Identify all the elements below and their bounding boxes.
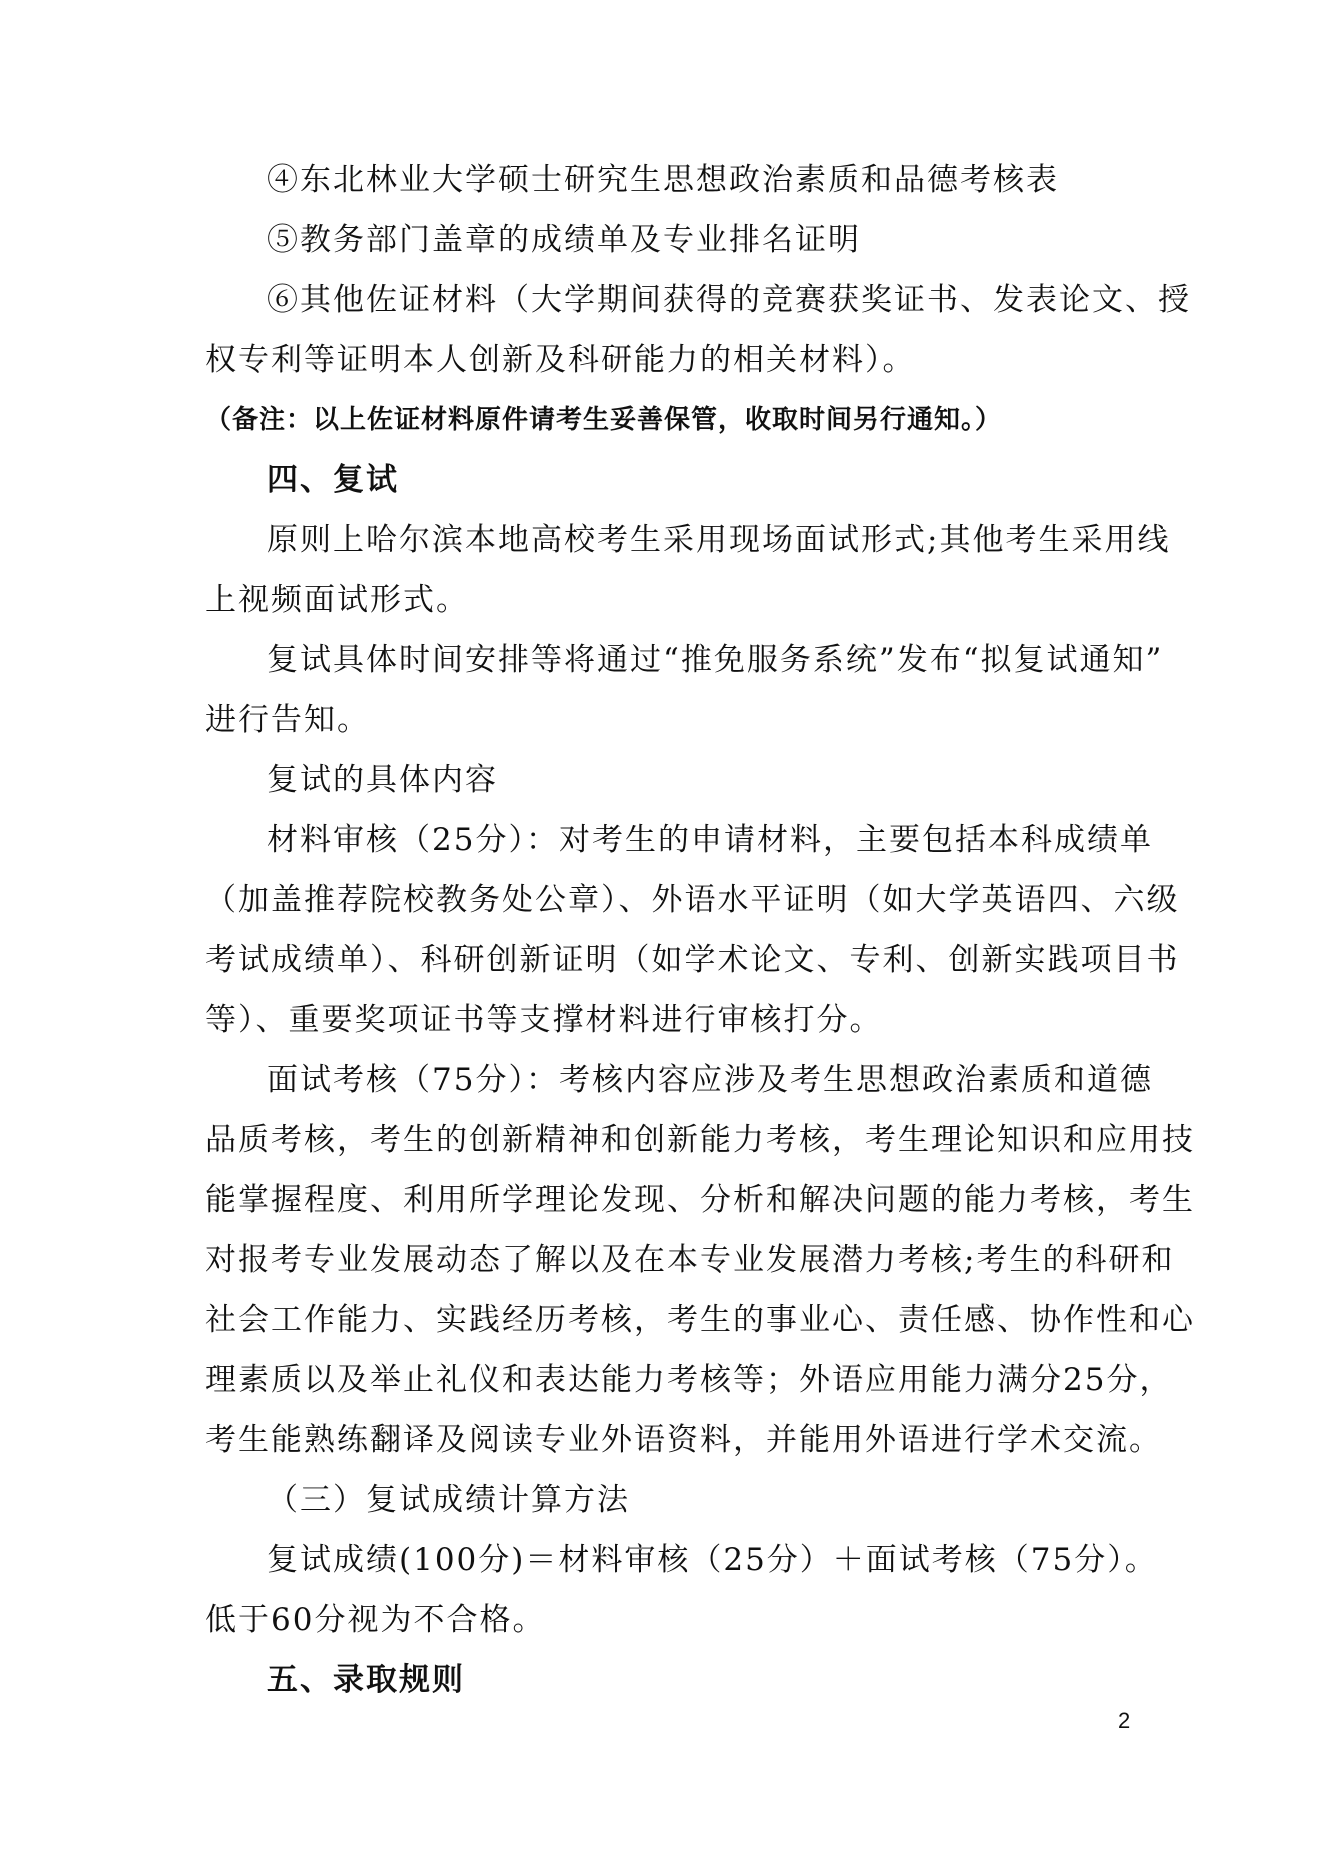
- list-item-6: ⑥其他佐证材料（大学期间获得的竞赛获奖证书、发表论文、授: [267, 282, 1191, 318]
- paragraph-line: 复试成绩(100分)＝材料审核（25分）＋面试考核（75分）。: [267, 1542, 1158, 1578]
- paragraph-line: 面试考核（75分）：考核内容应涉及考生思想政治素质和道德: [267, 1062, 1153, 1098]
- page-number: 2: [1118, 1708, 1131, 1733]
- list-item-4: ④东北林业大学硕士研究生思想政治素质和品德考核表: [267, 162, 1059, 198]
- paragraph-line: 考试成绩单）、科研创新证明（如学术论文、专利、创新实践项目书: [205, 942, 1180, 978]
- paragraph-line: 考生能熟练翻译及阅读专业外语资料，并能用外语进行学术交流。: [205, 1422, 1162, 1458]
- document-body: [205, 150, 1195, 1710]
- paragraph-line: 材料审核（25分）：对考生的申请材料，主要包括本科成绩单: [267, 822, 1153, 858]
- paragraph-line: （加盖推荐院校教务处公章）、外语水平证明（如大学英语四、六级: [205, 882, 1180, 918]
- paragraph-line: 上视频面试形式。: [205, 582, 469, 618]
- paragraph-line: 等）、重要奖项证书等支撑材料进行审核打分。: [205, 1002, 883, 1038]
- subheading-score-calculation: （三）复试成绩计算方法: [267, 1482, 630, 1518]
- paragraph-line: 社会工作能力、实践经历考核，考生的事业心、责任感、协作性和心: [205, 1302, 1195, 1338]
- paragraph-line: 原则上哈尔滨本地高校考生采用现场面试形式;其他考生采用线: [267, 522, 1171, 558]
- list-item-5: ⑤教务部门盖章的成绩单及专业排名证明: [267, 222, 861, 258]
- list-item-6-continued: 权专利等证明本人创新及科研能力的相关材料）。: [205, 342, 916, 378]
- section-heading-retest: 四、复试: [267, 462, 399, 498]
- subheading-retest-content: 复试的具体内容: [267, 762, 498, 798]
- remark-note: （备注：以上佐证材料原件请考生妥善保管，收取时间另行通知。）: [205, 405, 1003, 435]
- paragraph-line: 能掌握程度、利用所学理论发现、分析和解决问题的能力考核，考生: [205, 1182, 1195, 1218]
- paragraph-line: 进行告知。: [205, 702, 370, 738]
- paragraph-line: 对报考专业发展动态了解以及在本专业发展潜力考核;考生的科研和: [205, 1242, 1175, 1278]
- paragraph-line: 理素质以及举止礼仪和表达能力考核等；外语应用能力满分25分，: [205, 1362, 1173, 1398]
- section-heading-admission: 五、录取规则: [267, 1662, 465, 1698]
- paragraph-line: 品质考核，考生的创新精神和创新能力考核，考生理论知识和应用技: [205, 1122, 1195, 1158]
- paragraph-line: 低于60分视为不合格。: [205, 1602, 546, 1638]
- paragraph-line: 复试具体时间安排等将通过“推免服务系统”发布“拟复试通知”: [267, 642, 1164, 678]
